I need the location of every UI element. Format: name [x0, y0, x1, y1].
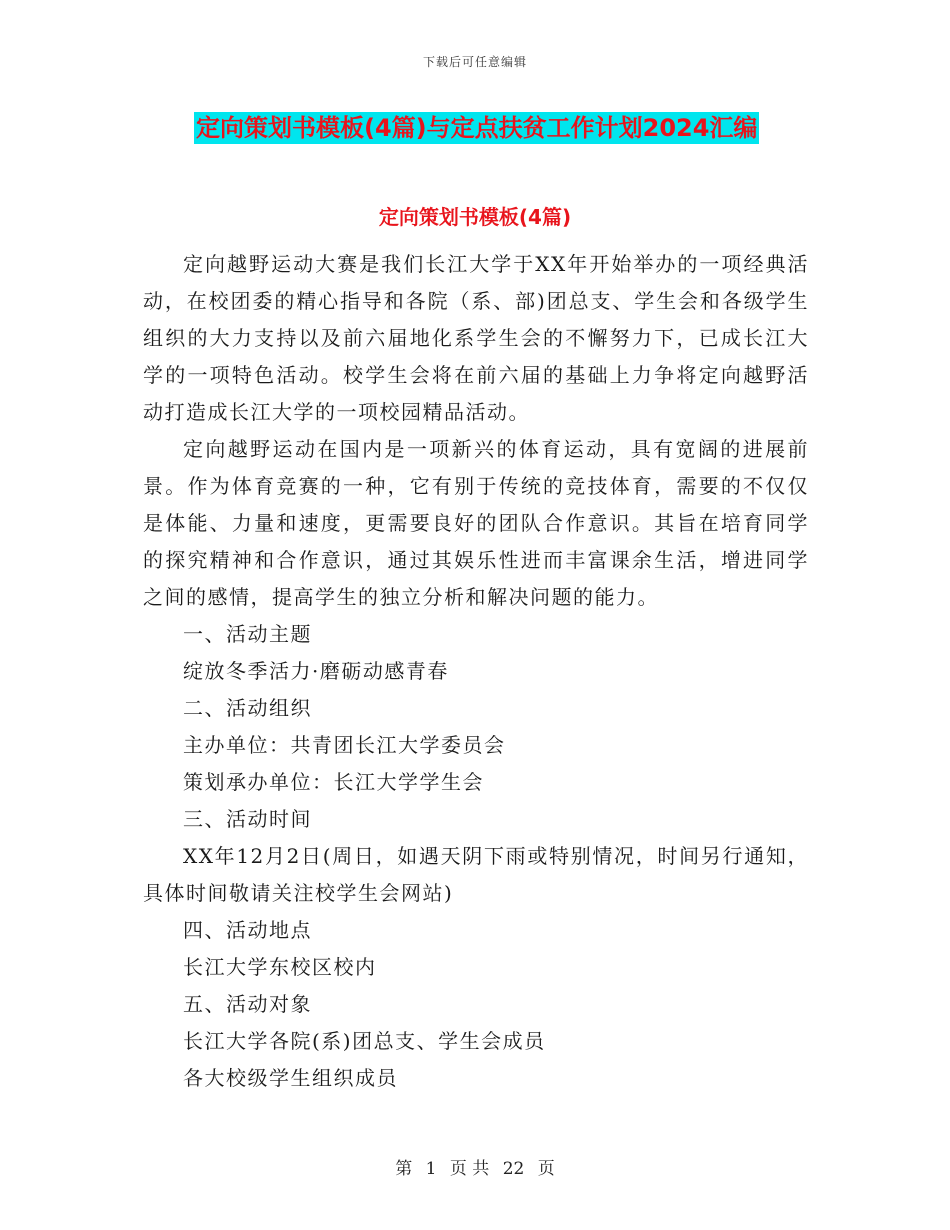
heading-activity-theme: 一、活动主题: [183, 622, 312, 646]
heading-activity-participants: 五、活动对象: [183, 992, 312, 1016]
paragraph-intro: 定向越野运动大赛是我们长江大学于XX年开始举办的一项经典活动，在校团委的精心指导和各院（系、部)团总支、学生会和各级学生组织的大力支持以及前六届地化系学生会的不懈努力下，已成长江大学的一项特色活动。校学生会将在前六届的基础上力争将定向越野活动打造成长江大学的一项校园精品活动。: [143, 252, 809, 424]
page-label-prefix: 第: [395, 1159, 413, 1179]
heading-activity-time: 三、活动时间: [183, 807, 312, 831]
document-title: 定向策划书模板(4篇)与定点扶贫工作计划2024汇编: [196, 114, 758, 142]
heading-activity-organization: 二、活动组织: [183, 696, 312, 720]
text-organizer-unit: 策划承办单位：长江大学学生会: [183, 770, 484, 794]
text-participants-1: 长江大学各院(系)团总支、学生会成员: [183, 1029, 546, 1053]
text-participants-2: 各大校级学生组织成员: [183, 1066, 398, 1090]
text-activity-theme: 绽放冬季活力·磨砺动感青春: [183, 659, 449, 683]
page-current: 1: [425, 1159, 437, 1179]
heading-activity-location: 四、活动地点: [183, 918, 312, 942]
paragraph-background: 定向越野运动在国内是一项新兴的体育运动，具有宽阔的进展前景。作为体育竞赛的一种，它有别于传统的竞技体育，需要的不仅仅是体能、力量和速度，更需要良好的团队合作意识。其旨在培育同学的探究精神和合作意识，通过其娱乐性进而丰富课余生活，增进同学之间的感情，提高学生的独立分析和解决问题的能力。: [143, 437, 809, 609]
text-activity-location: 长江大学东校区校内: [183, 955, 377, 979]
section-title: 定向策划书模板(4篇): [378, 205, 572, 229]
page-label-mid: 页 共: [449, 1159, 490, 1179]
page-header-note: 下载后可任意编辑: [422, 55, 527, 69]
page-footer: [0, 1154, 950, 1179]
page-label-suffix: 页: [537, 1159, 555, 1179]
text-host-unit: 主办单位：共青团长江大学委员会: [183, 733, 506, 757]
text-activity-time: XX年12月2日(周日，如遇天阴下雨或特别情况，时间另行通知，具体时间敬请关注校学生会网站): [143, 844, 809, 905]
document-body: [143, 246, 809, 1097]
page-total: 22: [502, 1159, 525, 1179]
